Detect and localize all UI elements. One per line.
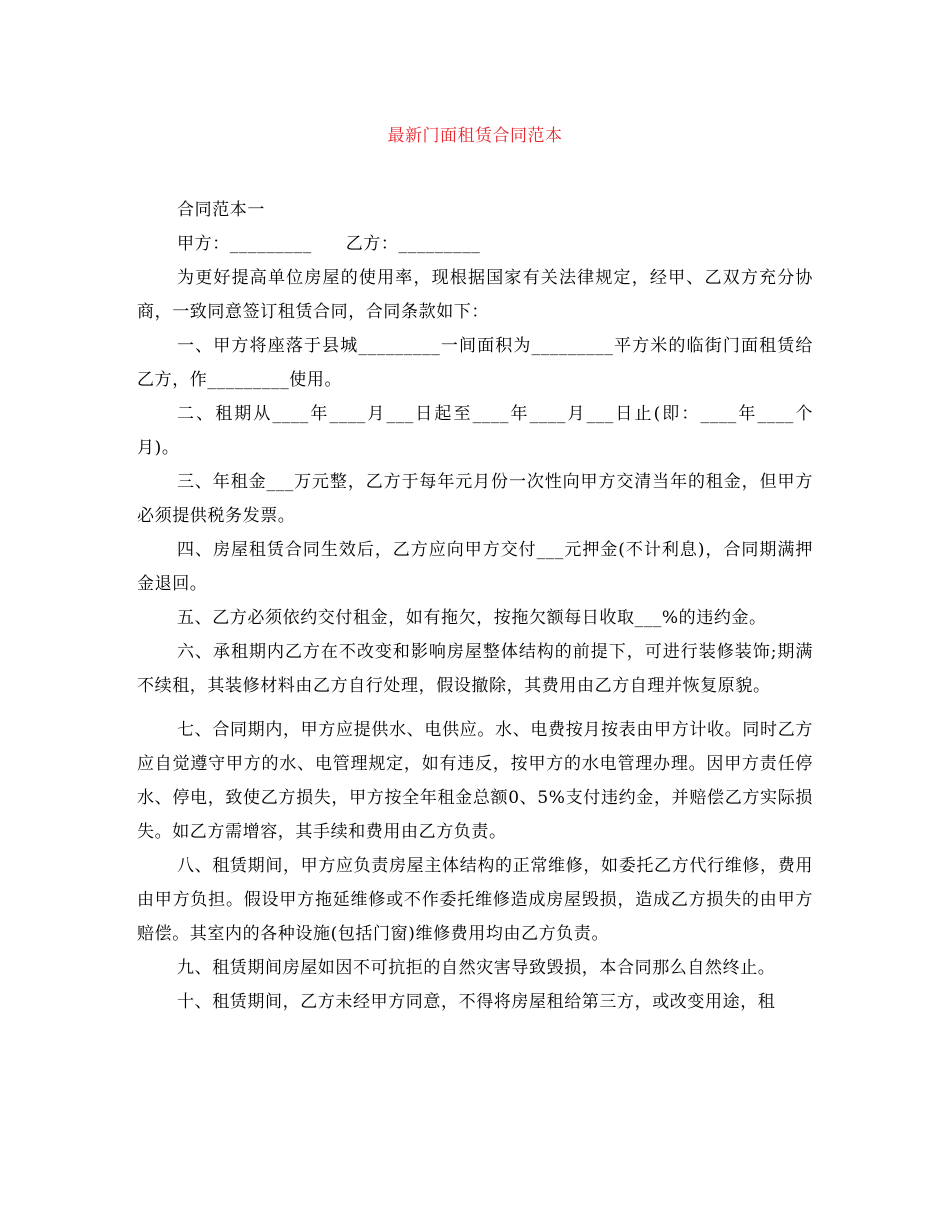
clause-4: 四、房屋租赁合同生效后，乙方应向甲方交付___元押金(不计利息)，合同期满押金退回。 — [137, 540, 813, 594]
clause-7: 七、合同期内，甲方应提供水、电供应。水、电费按月按表由甲方计收。同时乙方应自觉遵守甲方的水、电管理规定，如有违反，按甲方的水电管理办理。因甲方责任停水、停电，致使乙方损失，甲方按全年租金总额0、5%支付违约金，并赔偿乙方实际损失。如乙方需增容，其手续和费用由乙方负责。 — [137, 720, 813, 842]
clause-6: 六、承租期内乙方在不改变和影响房屋整体结构的前提下，可进行装修装饰;期满不续租，其装修材料由乙方自行处理，假设撤除，其费用由乙方自理并恢复原貌。 — [137, 642, 813, 696]
clause-10: 十、租赁期间，乙方未经甲方同意，不得将房屋租给第三方，或改变用途，租 — [177, 992, 776, 1012]
document-body — [137, 193, 813, 1019]
party-line — [137, 227, 813, 261]
clause-2: 二、租期从____年____月___日起至____年____月___日止(即：____年____个月)。 — [137, 404, 813, 458]
clause-3: 三、年租金___万元整，乙方于每年元月份一次性向甲方交清当年的租金，但甲方必须提供税务发票。 — [137, 472, 813, 526]
section-heading: 合同范本一 — [177, 200, 265, 220]
clause-8: 八、租赁期间，甲方应负责房屋主体结构的正常维修，如委托乙方代行维修，费用由甲方负担。假设甲方拖延维修或不作委托维修造成房屋毁损，造成乙方损失的由甲方赔偿。其室内的各种设施(包括门窗)维修费用均由乙方负责。 — [137, 856, 813, 944]
document-title: 最新门面租赁合同范本 — [387, 126, 563, 146]
clause-9: 九、租赁期间房屋如因不可抗拒的自然灾害导致毁损，本合同那么自然终止。 — [177, 958, 776, 978]
intro-paragraph: 为更好提高单位房屋的使用率，现根据国家有关法律规定，经甲、乙双方充分协商，一致同意签订租赁合同，合同条款如下： — [137, 268, 813, 322]
clause-1: 一、甲方将座落于县城_________一间面积为_________平方米的临街门面租赁给乙方，作_________使用。 — [137, 336, 813, 390]
party-a-field: 甲方：_________ — [177, 234, 312, 254]
party-b-field: 乙方：_________ — [345, 234, 481, 254]
clause-5: 五、乙方必须依约交付租金，如有拖欠，按拖欠额每日收取___%的违约金。 — [177, 608, 767, 628]
